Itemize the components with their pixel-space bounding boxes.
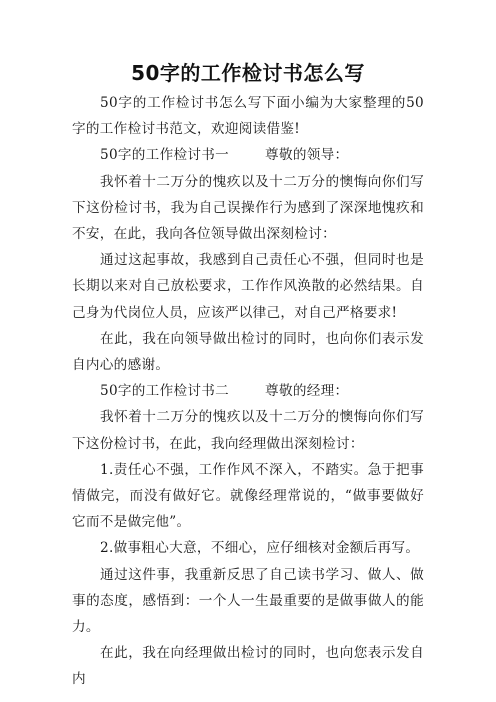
sample-one-paragraph: 我怀着十二万分的愧疚以及十二万分的懊悔向你们写下这份检讨书，我为自己误操作行为感到了深深地愧疚和不安，在此，我向各位领导做出深刻检讨： xyxy=(72,173,424,243)
document-body xyxy=(72,90,424,693)
sample-one-paragraph: 在此，我在向领导做出检讨的同时，也向你们表示发自内心的感谢。 xyxy=(72,330,424,374)
sample-one-paragraph: 通过这起事故，我感到自己责任心不强，但同时也是长期以来对自己放松要求，工作作风涣散的必然结果。自己身为代岗位人员，应该严以律己，对自己严格要求! xyxy=(72,252,424,321)
sample-one-salutation: 尊敬的领导： xyxy=(265,147,349,164)
sample-one-heading-line xyxy=(72,142,424,168)
sample-one-heading: 50字的工作检讨书一 xyxy=(100,147,230,164)
document-title: 50字的工作检讨书怎么写 xyxy=(131,61,365,85)
sample-two-list-item: 1.责任心不强，工作作风不深入，不踏实。急于把事情做完，而没有做好它。就像经理常说的，“做事要做好它而不是做完他”。 xyxy=(72,461,424,531)
sample-two-paragraph: 在此，我在向经理做出检讨的同时，也向您表示发自内 xyxy=(72,645,424,688)
sample-two-salutation: 尊敬的经理： xyxy=(265,383,349,400)
intro-paragraph: 50字的工作检讨书怎么写下面小编为大家整理的50字的工作检讨书范文，欢迎阅读借鉴! xyxy=(72,95,424,138)
sample-two-heading: 50字的工作检讨书二 xyxy=(100,383,230,400)
document-page xyxy=(72,58,424,693)
sample-two-heading-line xyxy=(72,378,424,404)
sample-two-list-item: 2.做事粗心大意，不细心，应仔细核对金额后再写。 xyxy=(100,540,420,557)
sample-two-paragraph: 我怀着十二万分的愧疚以及十二万分的懊悔向你们写下这份检讨书，在此，我向经理做出深刻检讨： xyxy=(72,409,424,452)
sample-two-paragraph: 通过这件事，我重新反思了自己读书学习、做人、做事的态度，感悟到：一个人一生最重要的是做事做人的能力。 xyxy=(72,566,424,636)
